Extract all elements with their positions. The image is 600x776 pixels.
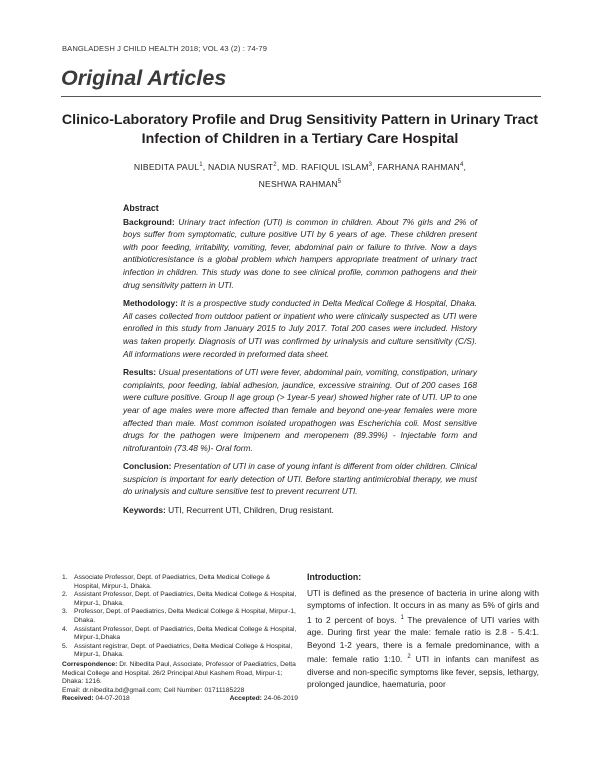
introduction-heading: Introduction: [307,572,362,582]
footnote: 3. Professor, Dept. of Paediatrics, Delta Medical College & Hospital, Mirpur-1, Dhaka. [62,608,296,624]
author: MD. RAFIQUL ISLAM$^3$, [282,161,378,172]
abstract-results: Results: Usual presentations of UTI were fever, abdominal pain, vomiting, constipation, urinary complaints, poor feeding, labial adhesion, jaundice, excessive straining. Out of 200 cases 168 were culture positive. Group II age group (> 1year-5 year) showed higher rate of UTI. UP to one year of age males were more affected than female and beyond one-year females were more affected than male. Most common isolated uropathogen was Escherichia coli. Most sensitive drugs for the pathogen were Imipenem and meropenem (89.39%) - Injectable form and nitrofurantoin (73.48 %)- Oral form. [123,367,478,453]
email-line: Email: dr.nibedita.bd@gmail.com; Cell Number: 01711185228 [62,686,245,694]
footnotes [62,574,298,704]
introduction-body: UTI is defined as the presence of bacteria in urine along with symptoms of infection. It occurs in as many as 5% of girls and 1 to 2 percent of boys. $^1$ The prevalence of UTI varies with age. During first year the male: female ratio is 2.8 - 5.4:1. Beyond 1-2 years, there is a female predominance, with a male: female ratio 1:10. $^2$ UTI in infants can manifest as diverse and non-specific symptoms like fever, sepsis, lethargy, prolonged jaundice, haematuria, poor [307,587,540,690]
journal-header: BANGLADESH J CHILD HEALTH 2018; VOL 43 (2) : 74-79 [62,44,268,53]
introduction [307,571,539,691]
footnote: 4. Assistant Professor, Dept. of Paediatrics, Delta Medical College & Hospital, Mirpur-1,Dhaka [62,625,297,642]
dates [62,695,298,704]
author-list [60,158,540,192]
abstract-heading: Abstract [123,203,159,213]
abstract-background: Background: Urinary tract infection (UTI) is common in children. About 7% girls and 2% of boys suffer from symptomatic, culture positive UTI by 6 years of age. These children present with poor feeding, irritability, vomiting, fever, abdominal pain or failure to thrive. Now a days antibioticresistance is a global problem which hampers appropriate treatment of urinary tract infection in children. This study was done to see clinical profile, common pathogens and their drug sensitivity pattern in UTI. [123,216,477,290]
abstract [123,202,477,523]
banner-rule [61,96,541,97]
abstract-conclusion: Conclusion: Presentation of UTI in case of young infant is different from older children. Clinical suspicion is important for early detection of UTI. Before starting antimicrobial therapy, we must do urinalysis and culture sensitive test to prevent recurrent UTI. [123,461,477,497]
abstract-keywords: Keywords: UTI, Recurrent UTI, Children, Drug resistant. [123,505,334,516]
correspondence: Correspondence: Dr. Nibedita Paul, Associate, Professor of Paediatrics, Delta Medical College and Hospital. 26/2 Principal Abul Kashem Road, Mirpur-1; Dhaka: 1216. [62,660,296,686]
author: NADIA NUSRAT$^2$, [207,161,282,172]
article-title: Clinico-Laboratory Profile and Drug Sensitivity Pattern in Urinary Tract Infection of Children in a Tertiary Care Hospital [61,112,539,147]
author: NIBEDITA PAUL$^1$, [133,161,208,172]
footnote: 2. Assistant Professor, Dept. of Paediatrics, Delta Medical College & Hospital, Mirpur-1, Dhaka. [62,591,297,607]
footnote: 5. Assistant registrar, Dept. of Paediatrics, Delta Medical College & Hospital, Mirpur-1, Dhaka. [62,642,293,659]
accepted-date: Accepted: 24-06-2019 [229,695,298,703]
author: FARHANA RAHMAN$^4$, [377,161,467,172]
author: NESHWA RAHMAN$^5$ [258,178,342,189]
section-banner: Original Articles [61,66,227,90]
received-date: Received: 04-07-2018 [62,695,130,703]
footnote: 1. Associate Professor, Dept. of Paediatrics, Delta Medical College & Hospital, Mirpur-1, Dhaka. [62,574,271,590]
abstract-methodology: Methodology: It is a prospective study conducted in Delta Medical College & Hospital, Dhaka. All cases collected from outdoor patient or inpatient who were clinically suspected as UTI were enrolled in this study from January 2015 to July 2017. Total 200 cases were included. History was taken properly. Diagnosis of UTI was confirmed by urinalysis and culture sensitivity (C/S). All informations were recorded in preformed data sheet. [123,298,478,359]
